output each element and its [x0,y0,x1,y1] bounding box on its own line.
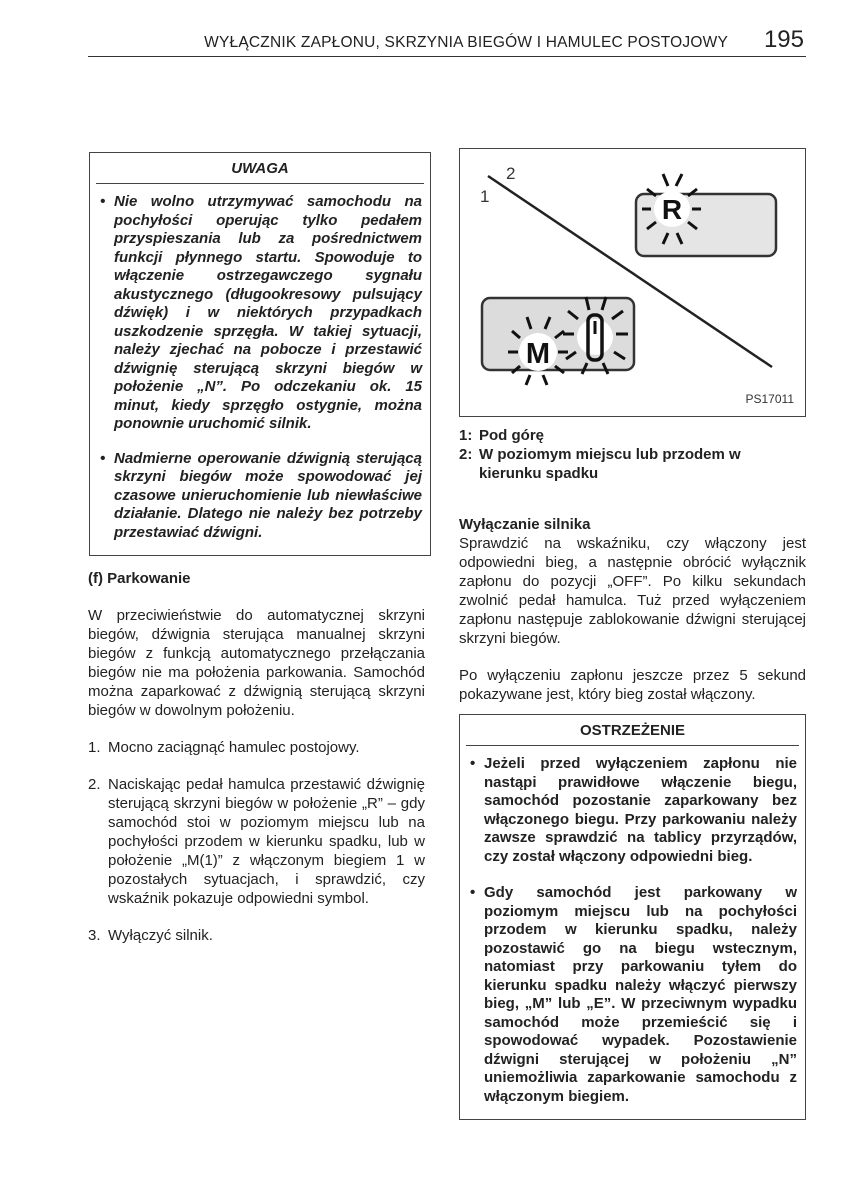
label-2: 2 [506,164,516,183]
parking-section [88,569,425,963]
gear-indicator-illustration [460,149,805,416]
page-header [88,28,806,57]
page-number: 195 [763,26,804,53]
uwaga-title: UWAGA [96,153,424,184]
uwaga-box [89,152,431,556]
ostrzezenie-item: • Gdy samochód jest parkowany w poziomym miejscu lub na pochyłości przodem w kierunku spadku, należy pozostawić go na biegu wstecznym, natomiast przy parkowaniu tyłem do kierunku spadku należy włączyć pierwszy bieg, „M” lub „E”. W przeciwnym wypadku samochód może przemieścić się i spowodować wypadek. Pozostawienie dźwigni sterującej w położeniu „N” uniemożliwia zaparkowanie samochodu z włączonym biegiem. [470,884,797,1106]
step-text: Wyłączyć silnik. [108,927,213,944]
uwaga-list [90,193,430,542]
engine-off-paragraph-1: Sprawdzić na wskaźniku, czy włączony jest odpowiedni bieg, a następnie obrócić wyłącznik zapłonu do pozycji „OFF”. Po kilku sekundach zwolnić pedał hamulca. Tuż przed wyłączeniem zapłonu następuje zablokowanie dźwigni sterującej skrzyni biegów. [459,535,806,647]
parking-paragraph: W przeciwieństwie do automatycznej skrzyni biegów, dźwignia sterująca manualnej skrzyni biegów z funkcją automatycznego przełączania biegów nie ma położenia parkowania. Samochód można zaparkować z dźwignią sterującą skrzyni biegów w dowolnym położeniu. [88,607,425,719]
ostrzezenie-list [460,755,805,1106]
step-item [88,738,425,757]
engine-off-heading: Wyłączanie silnika [459,516,591,533]
step-text: Naciskając pedał hamulca przestawić dźwignię sterującą skrzyni biegów w położenie „R” – gdy samochód stoi w poziomym miejscu lub na pochyłości przodem w kierunku spadku, lub w położenie „M(1)” z włączonym biegiem 1 w pozostałych sytuacjach, i sprawdzić, czy wskaźnik pokazuje odpowiedni symbol. [108,776,425,907]
step-number: 3. [88,927,101,944]
caption-item [459,445,805,483]
uwaga-item: • Nadmierne operowanie dźwignią sterującą skrzyni biegów może spowodować jej czasowe unieruchomienie lub niewłaściwe działanie. Dlatego nie należy bez potrzeby przestawiać dźwigni. [100,450,422,543]
r-indicator-panel [636,174,776,256]
step-item [88,926,425,945]
r-letter: R [661,194,683,225]
m-letter: M [525,338,551,370]
engine-off-section [459,515,806,704]
step-number: 1. [88,739,101,756]
ostrzezenie-box [459,714,806,1120]
engine-off-paragraph-2: Po wyłączeniu zapłonu jeszcze przez 5 sekund pokazywane jest, który bieg został włączony. [459,667,806,703]
ostrzezenie-title: OSTRZEŻENIE [466,715,799,746]
figure-captions [459,426,805,483]
step-text: Mocno zaciągnąć hamulec postojowy. [108,739,360,756]
uwaga-item: • Nie wolno utrzymywać samochodu na pochyłości operując tylko pedałem przyspieszania lub za pośrednictwem funkcji płynnego startu. Spowoduje to włączenie ostrzegawczego sygnału akustycznego (długookresowy pulsujący dźwięk) i w niektórych przypadkach uszkodzenie sprzęgła. W takiej sytuacji, należy zjechać na pobocze i przestawić dźwignię sterującą skrzyni biegów w położenie „N”. Po odczekaniu ok. 15 minut, kiedy sprzęgło ostygnie, można ponownie uruchomić silnik. [100,193,422,434]
m-indicator-panel [482,297,634,385]
parking-steps [88,738,425,945]
caption-number: 1: [459,427,473,444]
step-number: 2. [88,776,101,793]
caption-item [459,426,805,445]
gear-indicator-figure [459,148,806,417]
parking-heading: (f) Parkowanie [88,570,191,587]
step-item [88,775,425,908]
label-1: 1 [480,187,490,206]
caption-text: W poziomym miejscu lub przodem w kierunku spadku [479,446,741,482]
figure-code: PS17011 [745,392,794,406]
header-title: WYŁĄCZNIK ZAPŁONU, SKRZYNIA BIEGÓW I HAMULEC POSTOJOWY [204,34,728,51]
caption-text: Pod górę [479,427,545,444]
ostrzezenie-item: • Jeżeli przed wyłączeniem zapłonu nie nastąpi prawidłowe włączenie biegu, samochód pozostanie zaparkowany bez włączonego biegu. Przy parkowaniu należy zawsze sprawdzić na tablicy przyrządów, czy został włączony odpowiedni bieg. [470,755,797,866]
caption-number: 2: [459,446,473,463]
